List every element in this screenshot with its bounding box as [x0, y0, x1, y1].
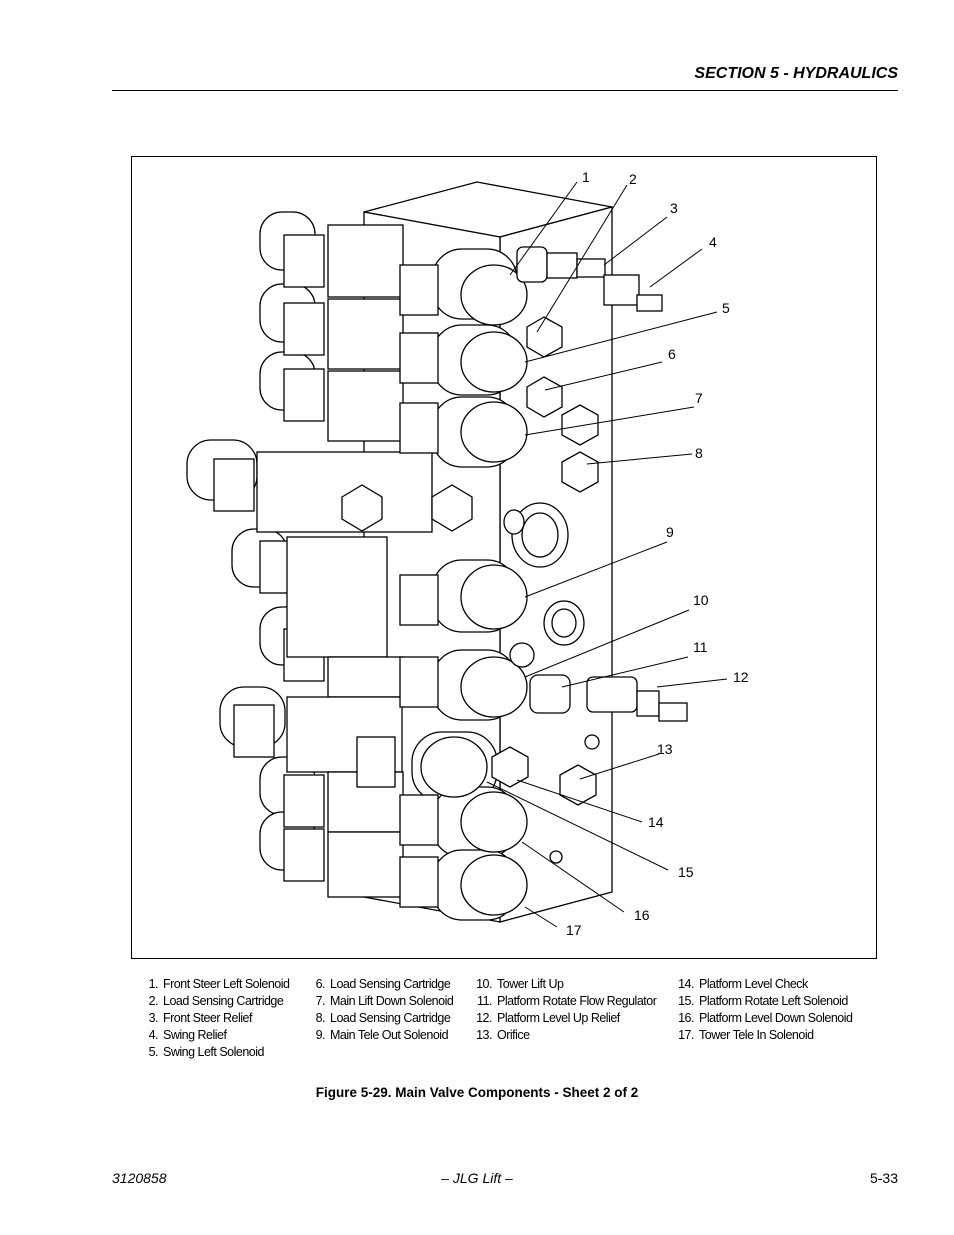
legend-item: 14. Platform Level Check: [678, 977, 808, 991]
callout-8: 8: [695, 445, 703, 461]
legend-item: 5. Swing Left Solenoid: [148, 1045, 264, 1059]
section-title: SECTION 5 - HYDRAULICS: [694, 65, 898, 82]
legend-column-1: [140, 976, 289, 1061]
callout-11: 11: [693, 639, 708, 655]
callout-15: 15: [678, 864, 694, 880]
legend-item: 12. Platform Level Up Relief: [476, 1011, 620, 1025]
parts-legend: [0, 976, 954, 1066]
legend-item: 4. Swing Relief: [148, 1028, 227, 1042]
legend-item: 13. Orifice: [476, 1028, 530, 1042]
callout-3: 3: [670, 200, 678, 216]
callout-4: 4: [709, 234, 717, 250]
legend-item: 16. Platform Level Down Solenoid: [678, 1011, 853, 1025]
callout-9: 9: [666, 524, 674, 540]
legend-item: 7. Main Lift Down Solenoid: [315, 994, 454, 1008]
figure-frame: [131, 156, 877, 959]
callout-2: 2: [629, 171, 637, 187]
callout-6: 6: [668, 346, 676, 362]
legend-item: 11. Platform Rotate Flow Regulator: [477, 994, 657, 1008]
callout-14: 14: [648, 814, 664, 830]
callout-5: 5: [722, 300, 730, 316]
page-header: [112, 62, 898, 91]
callout-12: 12: [733, 669, 749, 685]
callout-7: 7: [695, 390, 703, 406]
legend-item: 17. Tower Tele In Solenoid: [678, 1028, 814, 1042]
footer-doc-number: 3120858: [112, 1170, 167, 1186]
legend-column-4: [676, 976, 852, 1044]
legend-item: 1. Front Steer Left Solenoid: [148, 977, 290, 991]
callout-13: 13: [657, 741, 673, 757]
footer-page-number: 5-33: [869, 1170, 898, 1186]
legend-item: 10. Tower Lift Up: [476, 977, 564, 991]
legend-item: 15. Platform Rotate Left Solenoid: [678, 994, 848, 1008]
legend-column-2: [307, 976, 453, 1044]
legend-item: 6. Load Sensing Cartridge: [315, 977, 451, 991]
legend-column-3: [474, 976, 656, 1044]
valve-drawing: [132, 157, 878, 960]
figure-caption: Figure 5-29. Main Valve Components - Sheet 2 of 2: [315, 1085, 639, 1100]
callout-17: 17: [566, 922, 582, 938]
legend-item: 3. Front Steer Relief: [148, 1011, 252, 1025]
legend-item: 8. Load Sensing Cartridge: [315, 1011, 451, 1025]
callout-10: 10: [693, 592, 709, 608]
legend-item: 2. Load Sensing Cartridge: [148, 994, 284, 1008]
legend-item: 9. Main Tele Out Solenoid: [315, 1028, 449, 1042]
callout-16: 16: [634, 907, 650, 923]
footer-center-title: – JLG Lift –: [441, 1170, 513, 1186]
callout-1: 1: [582, 169, 590, 185]
